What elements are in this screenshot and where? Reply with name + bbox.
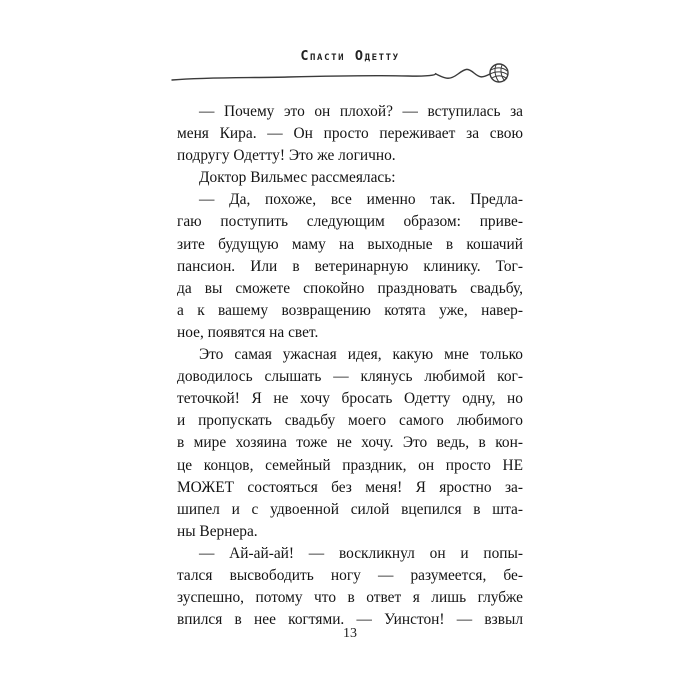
yarn-ball-icon	[168, 62, 520, 88]
text-line: Доктор Вильмес рассмеялась:	[199, 169, 396, 187]
text-line: зите будущую маму на выходные в кошачий	[177, 235, 523, 253]
text-line: Это самая ужасная идея, какую мне только	[199, 346, 523, 364]
text-line: це концов, семейный праздник, он просто НЕ	[177, 456, 523, 474]
text-line: ны Вернера.	[177, 522, 258, 540]
running-head: Спасти Одетту	[300, 48, 400, 64]
text-line: да вы сможете спокойно праздновать свадьбу,	[177, 279, 523, 297]
text-line: МОЖЕТ состояться без меня! Я яростно за-	[177, 478, 523, 496]
text-line: — Ай-ай-ай! — воскликнул он и попы-	[199, 544, 523, 562]
text-line: шипел и с удвоенной силой вцепился в шта-	[177, 500, 523, 518]
text-line: гаю поступить следующим образом: приве-	[177, 213, 523, 231]
text-line: а к вашему возвращению котята уже, навер-	[177, 301, 523, 319]
text-line: — Почему это он плохой? — вступилась за	[199, 103, 523, 120]
text-line: теточкой! Я не хочу бросать Одетту одну, но	[177, 390, 523, 408]
text-line: впился в нее когтями. — Уинстон! — взвыл	[177, 611, 523, 629]
text-line: меня Кира. — Он просто переживает за свою	[177, 125, 523, 143]
text-line: тался высвободить ногу — разумеется, бе-	[177, 566, 523, 584]
text-line: в мире хозяина тоже не хочу. Это ведь, в кон-	[177, 434, 523, 452]
text-line: доводилось слышать — клянусь любимой ког-	[177, 368, 523, 386]
text-line: подругу Одетту! Это же логично.	[177, 147, 396, 165]
text-line: и пропускать свадьбу моего самого любимого	[177, 412, 523, 430]
page-number: 13	[343, 626, 357, 641]
text-line: зуспешно, потому что в ответ я лишь глубже	[177, 589, 523, 607]
body-text	[177, 101, 523, 631]
text-line: пансион. Или в ветеринарную клинику. Тог-	[177, 257, 523, 275]
text-line: ное, появятся на свет.	[177, 323, 319, 341]
text-line: — Да, похоже, все именно так. Предла-	[199, 191, 523, 209]
